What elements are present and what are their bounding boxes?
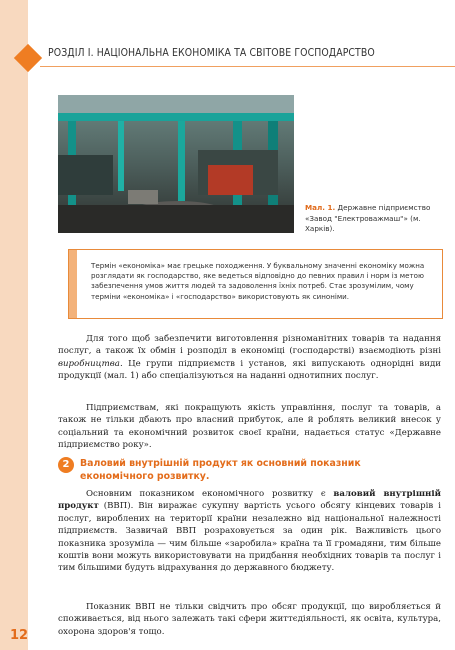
header-divider — [40, 66, 455, 67]
page-margin-strip — [0, 0, 28, 650]
figure-caption — [305, 203, 450, 235]
figure-caption-text: Державне підприємство «Завод "Електроважмаш"» (м. Харків). — [305, 203, 431, 233]
definition-note-box — [68, 249, 443, 319]
p3-text-b: (ВВП). Він виражає сукупну вартість усього обсягу кінцевих товарів і послуг, вироблених на території країни незалежно від національної належності підприємств. Зазвичай ВВП розраховується за один рік. Важливість цього показника зрозуміла — чим більше «заробила» країна та її громадяни, тим більше коштів вони можуть використовувати на придбання необхідних товарів та послуг і тим більшими будуть відрахування до державного бюджету. — [58, 501, 441, 574]
p2-text: Підприємствам, які покращують якість управління, послуг та товарів, а також не тільки дбають про власний прибуток, але й роблять великий внесок у соціальний та економічний розвиток своєї країни, надається статус «Державне підприємство року». — [58, 403, 441, 451]
figure-label: Мал. 1. — [305, 203, 336, 212]
paragraph-enterprises — [58, 402, 441, 452]
paragraph-gdp — [58, 488, 441, 575]
p4-text: Показник ВВП не тільки свідчить про обсяг продукції, що виробляється й споживається, від нього залежать такі сфери життєдіяльності, як освіта, культура, охорона здоров'я тощо. — [58, 602, 441, 637]
paragraph-production — [58, 333, 441, 383]
note-accent-bar — [69, 250, 77, 318]
paragraph-gdp-indicator — [58, 601, 441, 638]
p3-term: валовий внутрішній продукт — [58, 489, 441, 512]
note-text: Термін «економіка» має грецьке походження. У буквальному значенні економіку можна розглядати як господарство, яке ведеться відповідно до певних правил і норм із метою забезпечення умов життя людей та задоволення їхніх потреб. Стає зрозумілим, чому терміни «економіка» і «господарство» використовують як синоніми. — [91, 261, 425, 301]
page-number: 12 — [10, 628, 29, 643]
p1-emphasis: виробництва — [58, 358, 120, 369]
chapter-header: РОЗДІЛ І. НАЦІОНАЛЬНА ЕКОНОМІКА ТА СВІТОВЕ ГОСПОДАРСТВО — [48, 47, 375, 59]
p1-text-b: . Це групи підприємств і установ, які випускають однорідні види продукції (мал. 1) або спеціалізуються на наданні однотипних послуг. — [58, 358, 441, 382]
section-title: Валовий внутрішній продукт як основний показник економічного розвитку. — [80, 458, 361, 482]
p1-text-a: Для того щоб забезпечити виготовлення різноманітних товарів та надання послуг, а також їх обмін і розподіл в економіці (господарстві) взаємодіють різні — [58, 334, 441, 357]
section-number-badge: 2 — [58, 457, 74, 473]
factory-photo — [58, 95, 294, 233]
p3-text-a: Основним показником економічного розвитку є — [86, 489, 334, 499]
